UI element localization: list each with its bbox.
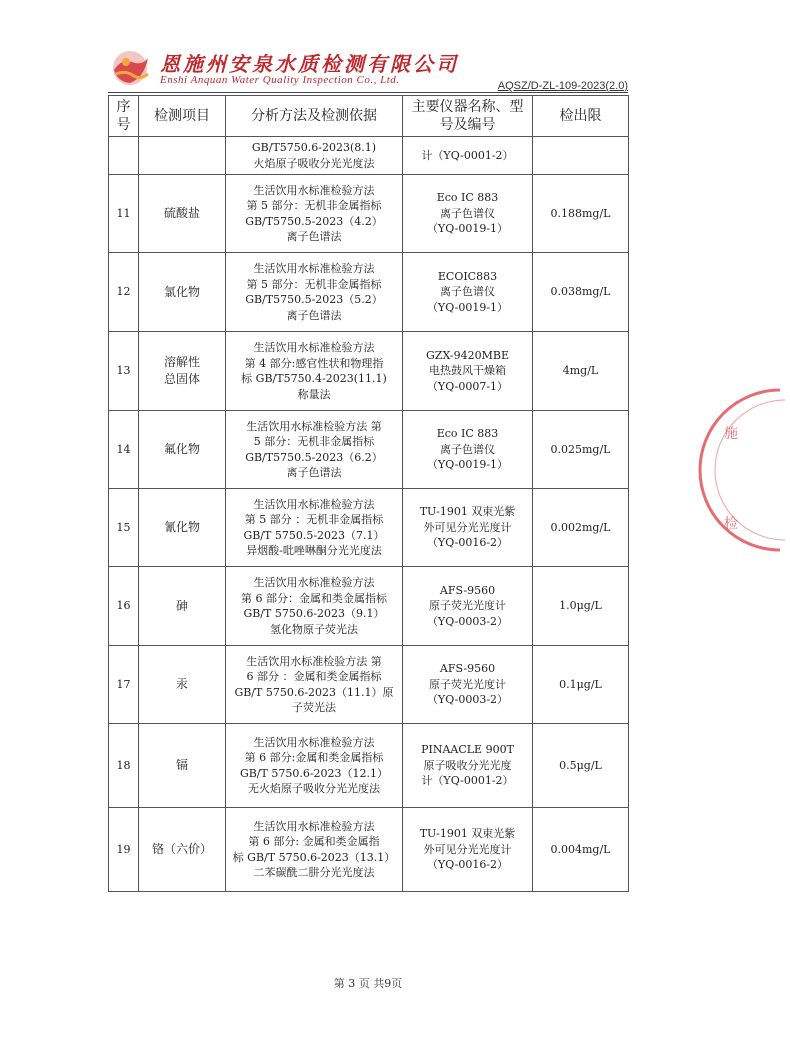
seal-stamp <box>710 380 790 560</box>
cell-item <box>139 137 226 175</box>
cell-method: 生活饮用水标准检验方法 第 4 部分:感官性状和物理指 标 GB/T5750.4-2023(11.1) 称量法 <box>226 332 403 411</box>
cell-method: GB/T5750.6-2023(8.1) 火焰原子吸收分光光度法 <box>226 137 403 175</box>
table-row <box>109 253 629 332</box>
report-header <box>108 42 628 92</box>
cell-limit: 0.002mg/L <box>533 489 629 567</box>
table-row <box>109 646 629 724</box>
cell-item: 氰化物 <box>139 489 226 567</box>
cell-no: 13 <box>109 332 139 411</box>
cell-method: 生活饮用水标准检验方法 第 5 部分：无机非金属指标 GB/T5750.5-2023（4.2） 离子色谱法 <box>226 175 403 253</box>
cell-no: 18 <box>109 724 139 808</box>
cell-instrument: 计（YQ-0001-2） <box>403 137 533 175</box>
cell-method: 生活饮用水标准检验方法 第 6 部分 ：金属和类金属指标 GB/T 5750.6-2023（11.1）原 子荧光法 <box>226 646 403 724</box>
table-row <box>109 175 629 253</box>
table-row-continued <box>109 137 629 175</box>
cell-instrument: PINAACLE 900T 原子吸收分光光度 计（YQ-0001-2） <box>403 724 533 808</box>
cell-method: 生活饮用水标准检验方法 第 6 部分：金属和类金属指标 GB/T 5750.6-2023（9.1） 氢化物原子荧光法 <box>226 567 403 646</box>
header-instrument: 主要仪器名称、型号及编号 <box>403 96 533 137</box>
cell-instrument: Eco IC 883 离子色谱仪 （YQ-0019-1） <box>403 175 533 253</box>
cell-no <box>109 137 139 175</box>
cell-instrument: TU-1901 双束光紫 外可见分光光度计 （YQ-0016-2） <box>403 489 533 567</box>
cell-item: 镉 <box>139 724 226 808</box>
cell-limit: 0.004mg/L <box>533 808 629 892</box>
cell-no: 15 <box>109 489 139 567</box>
table-row <box>109 411 629 489</box>
company-logo-icon <box>108 48 154 88</box>
cell-instrument: Eco IC 883 离子色谱仪 （YQ-0019-1） <box>403 411 533 489</box>
table-row <box>109 332 629 411</box>
cell-method: 生活饮用水标准检验方法 第 6 部分:金属和类金属指标 GB/T 5750.6-2023（12.1） 无火焰原子吸收分光光度法 <box>226 724 403 808</box>
header-divider <box>108 92 628 93</box>
cell-instrument: ECOIC883 离子色谱仪 （YQ-0019-1） <box>403 253 533 332</box>
cell-item: 氟化物 <box>139 411 226 489</box>
table-row <box>109 808 629 892</box>
cell-no: 12 <box>109 253 139 332</box>
cell-instrument: TU-1901 双束光紫 外可见分光光度计 （YQ-0016-2） <box>403 808 533 892</box>
header-serial-number: 序号 <box>109 96 139 137</box>
cell-item: 砷 <box>139 567 226 646</box>
table-row <box>109 567 629 646</box>
cell-no: 11 <box>109 175 139 253</box>
cell-instrument: AFS-9560 原子荧光光度计 （YQ-0003-2） <box>403 646 533 724</box>
cell-no: 14 <box>109 411 139 489</box>
cell-instrument: AFS-9560 原子荧光光度计 （YQ-0003-2） <box>403 567 533 646</box>
cell-item: 溶解性 总固体 <box>139 332 226 411</box>
cell-item: 氯化物 <box>139 253 226 332</box>
cell-method: 生活饮用水标准检验方法 第 5 部分：无机非金属指标 GB/T5750.5-2023（5.2） 离子色谱法 <box>226 253 403 332</box>
document-number: AQSZ/D-ZL-109-2023(2.0) <box>497 80 628 92</box>
table-row <box>109 724 629 808</box>
cell-instrument: GZX-9420MBE 电热鼓风干燥箱 （YQ-0007-1） <box>403 332 533 411</box>
cell-item: 硫酸盐 <box>139 175 226 253</box>
cell-limit: 0.1μg/L <box>533 646 629 724</box>
detection-methods-table <box>108 95 629 892</box>
cell-no: 17 <box>109 646 139 724</box>
header-method-basis: 分析方法及检测依据 <box>226 96 403 137</box>
header-detection-limit: 检出限 <box>533 96 629 137</box>
company-name-en: Enshi Anquan Water Quality Inspection Co., Ltd. <box>160 74 400 86</box>
cell-no: 16 <box>109 567 139 646</box>
company-name-cn: 恩施州安泉水质检测有限公司 <box>160 52 459 76</box>
cell-limit: 4mg/L <box>533 332 629 411</box>
cell-method: 生活饮用水标准检验方法 第 6 部分: 金属和类金属指 标 GB/T 5750.6-2023（13.1） 二苯碳酰二肼分光光度法 <box>226 808 403 892</box>
cell-method: 生活饮用水标准检验方法 第 5 部分 ：无机非金属指标 GB/T 5750.5-2023（7.1） 异烟酸-吡唑啉酮分光光度法 <box>226 489 403 567</box>
cell-limit: 0.025mg/L <box>533 411 629 489</box>
cell-limit: 0.188mg/L <box>533 175 629 253</box>
cell-limit: 0.038mg/L <box>533 253 629 332</box>
cell-item: 铬（六价） <box>139 808 226 892</box>
svg-text:检: 检 <box>724 516 738 532</box>
page-footer: 第 3 页 共9页 <box>333 977 403 990</box>
table-row <box>109 489 629 567</box>
table-header-row <box>109 96 629 137</box>
cell-item: 汞 <box>139 646 226 724</box>
cell-limit <box>533 137 629 175</box>
cell-limit: 1.0μg/L <box>533 567 629 646</box>
cell-no: 19 <box>109 808 139 892</box>
svg-text:施: 施 <box>724 426 738 442</box>
header-test-item: 检测项目 <box>139 96 226 137</box>
cell-limit: 0.5μg/L <box>533 724 629 808</box>
cell-method: 生活饮用水标准检验方法 第 5 部分：无机非金属指标 GB/T5750.5-2023（6.2） 离子色谱法 <box>226 411 403 489</box>
